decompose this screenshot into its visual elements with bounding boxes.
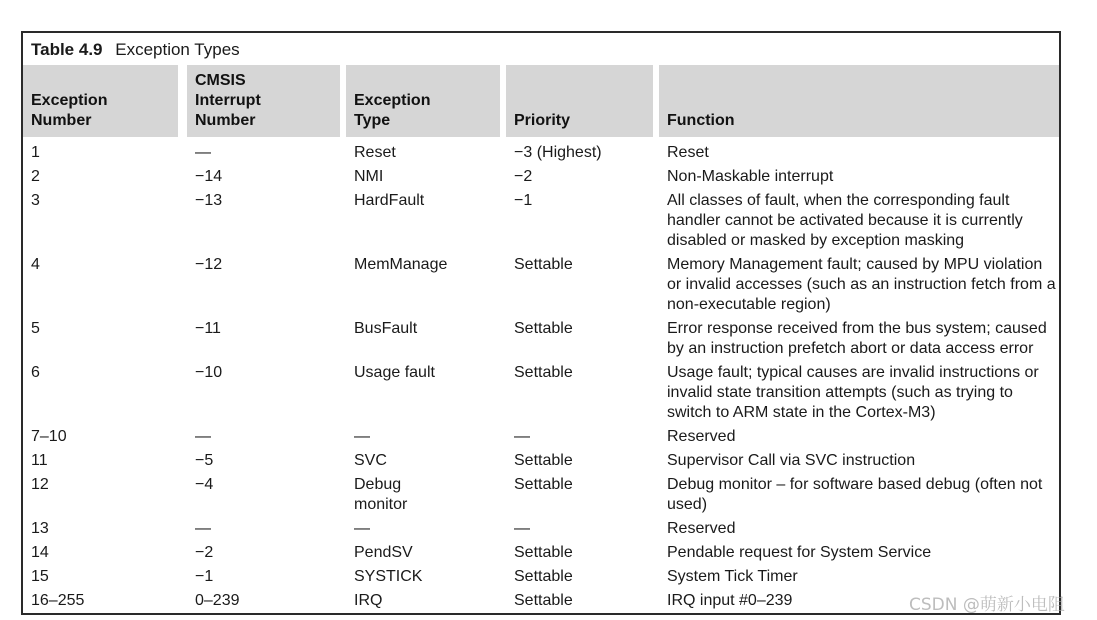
cell-function-line: Reset <box>667 144 709 161</box>
cell-function-line: Supervisor Call via SVC instruction <box>667 452 916 469</box>
cell-exception-type-line: HardFault <box>354 192 425 209</box>
table-row <box>23 591 1059 615</box>
cell-cmsis-number: −5 <box>195 452 214 469</box>
header-line: Priority <box>514 112 571 129</box>
cell-function-line: System Tick Timer <box>667 568 798 585</box>
table-row <box>23 319 1059 363</box>
cell-priority: Settable <box>514 256 573 273</box>
cell-exception-number: 16–255 <box>31 592 85 609</box>
cell-exception-number: 12 <box>31 476 49 493</box>
cell-exception-type-line: PendSV <box>354 544 413 561</box>
header-line: Exception <box>31 92 108 109</box>
table-row <box>23 255 1059 319</box>
cell-exception-type <box>354 475 407 515</box>
cell-priority: — <box>514 520 530 537</box>
cell-exception-type <box>354 191 424 211</box>
cell-function <box>667 319 1047 359</box>
cell-exception-type <box>354 143 396 163</box>
cell-exception-type-line: Usage fault <box>354 364 435 381</box>
cell-cmsis-number: −14 <box>195 168 223 185</box>
table-body <box>23 143 1059 615</box>
cell-function-line: Error response received from the bus system; caused <box>667 320 1047 337</box>
cell-exception-number: 3 <box>31 192 40 209</box>
table-row <box>23 167 1059 191</box>
cell-cmsis-number: 0–239 <box>195 592 240 609</box>
cell-priority: −1 <box>514 192 533 209</box>
cell-priority: Settable <box>514 364 573 381</box>
cell-exception-number: 6 <box>31 364 40 381</box>
cell-function <box>667 543 931 563</box>
cell-function-line: IRQ input #0–239 <box>667 592 793 609</box>
cell-exception-type <box>354 543 413 563</box>
cell-function-line: disabled or masked by exception masking <box>667 232 965 249</box>
cell-exception-number: 15 <box>31 568 49 585</box>
cell-cmsis-number: — <box>195 520 211 537</box>
header-line: Exception <box>354 92 431 109</box>
header-priority <box>506 65 653 137</box>
cell-cmsis-number: −11 <box>195 320 221 337</box>
header-exception-type <box>346 65 500 137</box>
cell-function-line: All classes of fault, when the corresponding fault <box>667 192 1010 209</box>
cell-exception-type-line: SYSTICK <box>354 568 423 585</box>
cell-exception-number: 2 <box>31 168 40 185</box>
cell-function <box>667 363 1039 423</box>
header-line: CMSIS <box>195 72 246 89</box>
table-row <box>23 427 1059 451</box>
cell-exception-type <box>354 319 417 339</box>
cell-priority: Settable <box>514 320 573 337</box>
header-line: Interrupt <box>195 92 261 109</box>
table-row <box>23 543 1059 567</box>
cell-function-line: Debug monitor – for software based debug (often not <box>667 476 1043 493</box>
cell-cmsis-number: — <box>195 428 211 445</box>
cell-priority: Settable <box>514 544 573 561</box>
cell-priority: Settable <box>514 476 573 493</box>
table-row <box>23 363 1059 427</box>
cell-exception-type <box>354 567 422 587</box>
cell-function <box>667 451 915 471</box>
cell-exception-type <box>354 519 370 539</box>
cell-exception-type-line: IRQ <box>354 592 383 609</box>
cell-function <box>667 567 798 587</box>
table-title <box>31 37 240 63</box>
cell-exception-type-line: MemManage <box>354 256 448 273</box>
cell-exception-number: 13 <box>31 520 49 537</box>
cell-cmsis-number: −2 <box>195 544 214 561</box>
cell-function <box>667 167 833 187</box>
cell-exception-type <box>354 255 447 275</box>
cell-function-line: Usage fault; typical causes are invalid instructions or <box>667 364 1039 381</box>
header-line: Number <box>31 112 92 129</box>
cell-function-line: switch to ARM state in the Cortex-M3) <box>667 404 936 421</box>
cell-exception-type-line: Reset <box>354 144 396 161</box>
cell-exception-type <box>354 591 382 611</box>
cell-exception-type-line: — <box>354 428 370 445</box>
cell-exception-number: 14 <box>31 544 49 561</box>
cell-function-line: non-executable region) <box>667 296 831 313</box>
watermark: CSDN @萌新小电阻 <box>909 595 1065 615</box>
cell-cmsis-number: −4 <box>195 476 214 493</box>
table-number: Table 4.9 <box>31 40 103 59</box>
cell-function-line: Pendable request for System Service <box>667 544 932 561</box>
cell-cmsis-number: — <box>195 144 211 161</box>
cell-exception-type-line: BusFault <box>354 320 418 337</box>
cell-priority: −3 (Highest) <box>514 144 602 161</box>
cell-function-line: or invalid accesses (such as an instruction fetch from a <box>667 276 1056 293</box>
cell-function-line: Memory Management fault; caused by MPU violation <box>667 256 1043 273</box>
cell-cmsis-number: −13 <box>195 192 223 209</box>
cell-cmsis-number: −1 <box>195 568 214 585</box>
cell-exception-type-line: SVC <box>354 452 387 469</box>
header-line: Number <box>195 112 256 129</box>
cell-priority: Settable <box>514 568 573 585</box>
table-row <box>23 519 1059 543</box>
table-caption: Exception Types <box>115 40 240 59</box>
header-line: Function <box>667 112 735 129</box>
cell-function-line: by an instruction prefetch abort or data access error <box>667 340 1034 357</box>
cell-function-line: handler cannot be activated because it is currently <box>667 212 1023 229</box>
cell-priority: Settable <box>514 592 573 609</box>
table-row <box>23 451 1059 475</box>
cell-priority: Settable <box>514 452 573 469</box>
header-function <box>659 65 1061 137</box>
cell-function <box>667 475 1042 515</box>
cell-function <box>667 427 735 447</box>
cell-exception-number: 5 <box>31 320 40 337</box>
cell-function-line: Reserved <box>667 520 736 537</box>
cell-function <box>667 591 792 611</box>
cell-function-line: invalid state transition attempts (such as trying to <box>667 384 1013 401</box>
cell-function <box>667 143 709 163</box>
cell-exception-number: 1 <box>31 144 40 161</box>
header-exception-number <box>23 65 178 137</box>
cell-exception-type-line: monitor <box>354 496 408 513</box>
cell-function-line: Non-Maskable interrupt <box>667 168 834 185</box>
cell-exception-type-line: NMI <box>354 168 384 185</box>
cell-exception-type-line: Debug <box>354 476 402 493</box>
cell-function <box>667 255 1056 315</box>
header-cmsis-interrupt-number <box>187 65 340 137</box>
cell-cmsis-number: −12 <box>195 256 223 273</box>
table-frame <box>21 31 1061 615</box>
cell-exception-type <box>354 363 435 383</box>
cell-exception-type-line: — <box>354 520 370 537</box>
cell-exception-type <box>354 167 383 187</box>
table-row <box>23 567 1059 591</box>
cell-function-line: Reserved <box>667 428 736 445</box>
cell-cmsis-number: −10 <box>195 364 223 381</box>
cell-exception-number: 11 <box>31 452 48 469</box>
table-row <box>23 143 1059 167</box>
cell-function-line: used) <box>667 496 708 513</box>
cell-exception-number: 4 <box>31 256 40 273</box>
cell-exception-number: 7–10 <box>31 428 67 445</box>
cell-exception-type <box>354 451 387 471</box>
table-row <box>23 475 1059 519</box>
cell-priority: — <box>514 428 530 445</box>
cell-exception-type <box>354 427 370 447</box>
table-row <box>23 191 1059 255</box>
cell-function <box>667 519 735 539</box>
cell-function <box>667 191 1023 251</box>
table-header-row <box>23 65 1059 137</box>
header-line: Type <box>354 112 391 129</box>
cell-priority: −2 <box>514 168 533 185</box>
